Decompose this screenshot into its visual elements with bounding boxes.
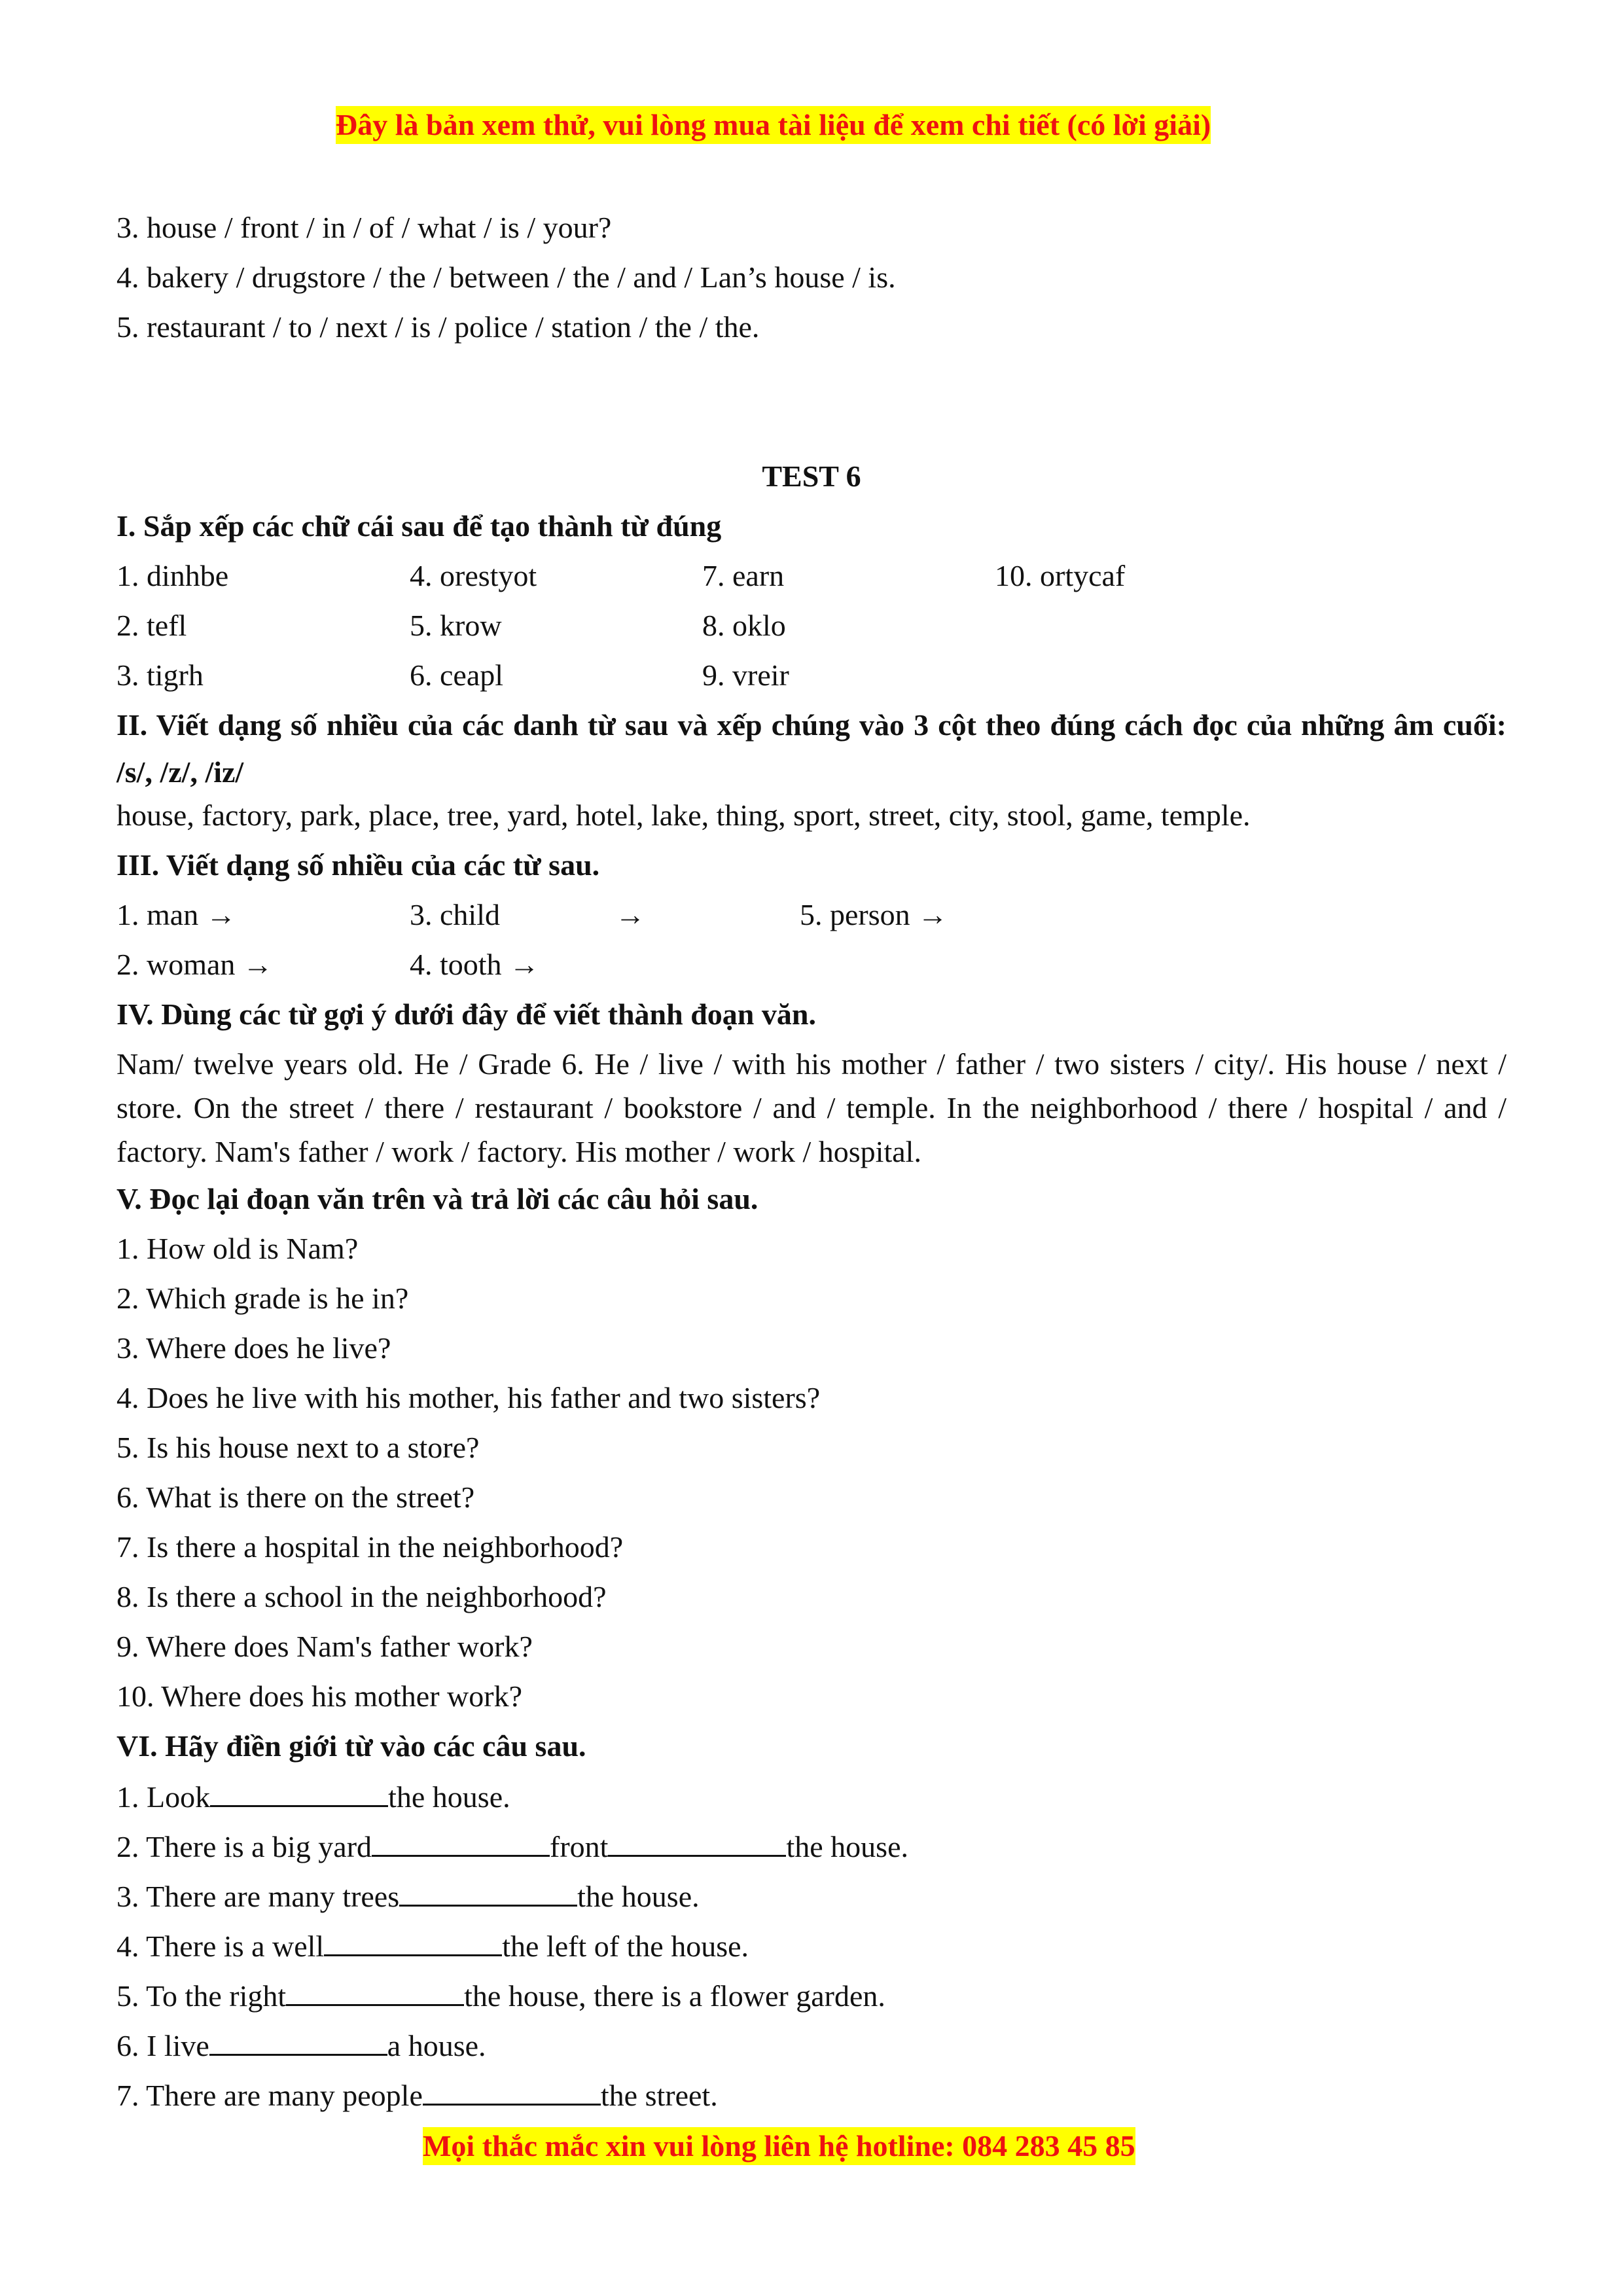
plural-item: 2. woman → [116,948,273,981]
section-4-paragraph: Nam/ twelve years old. He / Grade 6. He / live / with his mother / father / two sisters / city/. His house / next / store. On the street / there / restaurant / bookstore / and / temple. In the neighborhood / there / hospital / and / factory. Nam's father / work / factory. His mother / work / hospital. [116,1047,1507,1168]
plural-item: 5. person → [800,898,948,931]
section-3-title: III. Viết dạng số nhiều của các từ sau. [116,848,600,882]
word-item: 4. orestyot [410,559,537,592]
arrow-icon: → [918,898,948,931]
word-item: 3. tigrh [116,658,204,692]
arrow-icon: → [242,948,273,981]
section-5-title: V. Đọc lại đoạn văn trên và trả lời các câu hỏi sau. [116,1182,758,1215]
fill-item: 2. There is a big yard front the house. [116,1826,908,1867]
answer-blank[interactable] [210,1776,388,1807]
fill-item: 1. Look the house. [116,1776,510,1817]
question-item: 8. Is there a school in the neighborhood? [116,1580,607,1613]
answer-blank[interactable] [399,1876,577,1907]
question-item: 2. Which grade is he in? [116,1282,409,1315]
question-item: 10. Where does his mother work? [116,1679,522,1713]
plural-item: 4. tooth → [410,948,540,981]
fill-item: 4. There is a well the left of the house. [116,1926,749,1966]
arrow-icon: → [509,948,540,981]
fill-item: 3. There are many trees the house. [116,1876,700,1916]
word-item: 10. ortycaf [995,559,1126,592]
answer-blank[interactable] [423,2075,601,2106]
question-item: 6. What is there on the street? [116,1480,475,1514]
answer-blank[interactable] [608,1826,786,1857]
arrow-icon: → [205,898,236,931]
question-item: 7. Is there a hospital in the neighborhood? [116,1530,624,1564]
section-1-title: I. Sắp xếp các chữ cái sau để tạo thành từ đúng [116,509,722,543]
question-item: 1. How old is Nam? [116,1232,359,1265]
arrow-icon: → [615,898,645,931]
answer-blank[interactable] [209,2025,387,2056]
fill-item: 7. There are many people the street. [116,2075,718,2115]
section-2-words: house, factory, park, place, tree, yard, hotel, lake, thing, sport, street, city, stool, game, temple. [116,798,1251,832]
answer-blank[interactable] [286,1975,464,2006]
fill-item: 5. To the right the house, there is a flower garden. [116,1975,885,2016]
answer-blank[interactable] [324,1926,502,1956]
answer-blank[interactable] [372,1826,550,1857]
preview-banner: Đây là bản xem thử, vui lòng mua tài liệu để xem chi tiết (có lời giải) [336,106,1211,144]
word-item: 2. tefl [116,609,187,642]
word-item: 5. krow [410,609,502,642]
prev-item-5: 5. restaurant / to / next / is / police / station / the / the. [116,310,760,344]
word-item: 1. dinhbe [116,559,229,592]
test-title: TEST 6 [762,459,861,493]
prev-item-3: 3. house / front / in / of / what / is / your? [116,211,612,244]
word-item: 8. oklo [702,609,786,642]
question-item: 9. Where does Nam's father work? [116,1630,533,1663]
plural-item: 1. man → [116,898,236,931]
question-item: 5. Is his house next to a store? [116,1431,480,1464]
section-6-title: VI. Hãy điền giới từ vào các câu sau. [116,1729,586,1763]
hotline-banner: Mọi thắc mắc xin vui lòng liên hệ hotline: 084 283 45 85 [423,2127,1135,2165]
section-4-title: IV. Dùng các từ gợi ý dưới đây để viết thành đoạn văn. [116,997,816,1031]
question-item: 3. Where does he live? [116,1331,391,1365]
word-item: 6. ceapl [410,658,504,692]
question-item: 4. Does he live with his mother, his father and two sisters? [116,1381,821,1414]
plural-item: 3. child [410,898,500,931]
prev-item-4: 4. bakery / drugstore / the / between / the / and / Lan’s house / is. [116,260,896,294]
word-item: 9. vreir [702,658,789,692]
section-2-title: II. Viết dạng số nhiều của các danh từ sau và xếp chúng vào 3 cột theo đúng cách đọc của những âm cuối: /s/, /z/, /iz/ [116,708,1507,789]
fill-item: 6. I live a house. [116,2025,486,2066]
word-item: 7. earn [702,559,785,592]
